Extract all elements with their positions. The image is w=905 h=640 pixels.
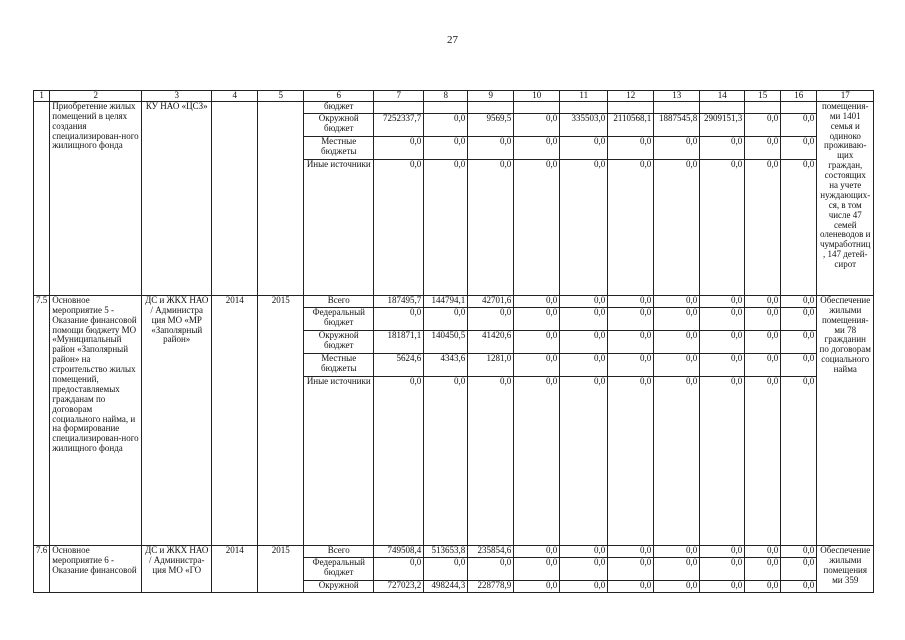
value-cell: 42701,6 — [468, 295, 514, 307]
funding-source-cell: Иные источники — [304, 376, 374, 545]
value-cell: 0,0 — [781, 307, 817, 330]
value-cell: 0,0 — [654, 307, 700, 330]
row-number-cell: 7.6 — [34, 545, 50, 592]
value-cell: 0,0 — [514, 159, 560, 295]
value-cell: 0,0 — [514, 330, 560, 353]
value-cell — [374, 101, 424, 113]
row-number-cell — [34, 101, 50, 295]
value-cell: 0,0 — [514, 136, 560, 159]
program-table — [33, 90, 874, 593]
value-cell: 0,0 — [745, 159, 781, 295]
value-cell: 0,0 — [424, 307, 468, 330]
value-cell: 0,0 — [745, 136, 781, 159]
executor-cell: ДС и ЖКХ НАО / Администра-ция МО «ГО — [142, 545, 212, 592]
value-cell: 0,0 — [745, 295, 781, 307]
header-cell: 5 — [258, 91, 304, 102]
value-cell: 0,0 — [514, 557, 560, 580]
value-cell: 0,0 — [654, 580, 700, 592]
end-year-cell: 2015 — [258, 545, 304, 592]
value-cell: 0,0 — [654, 136, 700, 159]
funding-source-cell: Федеральный бюджет — [304, 557, 374, 580]
value-cell: 0,0 — [608, 580, 654, 592]
value-cell: 0,0 — [608, 376, 654, 545]
value-cell: 0,0 — [560, 295, 608, 307]
value-cell: 0,0 — [781, 557, 817, 580]
value-cell: 0,0 — [700, 307, 745, 330]
value-cell: 0,0 — [608, 159, 654, 295]
value-cell: 0,0 — [560, 376, 608, 545]
value-cell: 0,0 — [700, 136, 745, 159]
value-cell: 0,0 — [468, 159, 514, 295]
start-year-cell: 2014 — [212, 545, 258, 592]
value-cell: 0,0 — [700, 580, 745, 592]
value-cell: 0,0 — [700, 545, 745, 557]
value-cell: 0,0 — [781, 136, 817, 159]
page-number: 27 — [447, 34, 458, 46]
value-cell: 0,0 — [654, 295, 700, 307]
end-year-cell — [258, 101, 304, 295]
header-cell: 11 — [560, 91, 608, 102]
value-cell: 0,0 — [654, 557, 700, 580]
header-cell: 7 — [374, 91, 424, 102]
start-year-cell — [212, 101, 258, 295]
value-cell: 0,0 — [374, 136, 424, 159]
value-cell: 0,0 — [781, 330, 817, 353]
value-cell: 0,0 — [700, 159, 745, 295]
value-cell: 0,0 — [608, 557, 654, 580]
value-cell — [654, 101, 700, 113]
value-cell: 0,0 — [514, 307, 560, 330]
value-cell: 2110568,1 — [608, 113, 654, 136]
value-cell: 0,0 — [608, 307, 654, 330]
header-cell: 1 — [34, 91, 50, 102]
value-cell: 0,0 — [745, 545, 781, 557]
value-cell: 0,0 — [560, 136, 608, 159]
activity-name-cell: Основное мероприятие 5 - Оказание финансовой помощи бюджету МО «Муниципальный район «Заполярный район» на строительство жилых помещений, предоставляемых гражданам по договорам социального найма, и на формирование специализирован-ного жилищного фонда — [50, 295, 142, 545]
value-cell: 0,0 — [608, 545, 654, 557]
header-cell: 10 — [514, 91, 560, 102]
value-cell: 0,0 — [608, 330, 654, 353]
value-cell: 0,0 — [654, 353, 700, 376]
value-cell: 4343,6 — [424, 353, 468, 376]
value-cell: 0,0 — [560, 307, 608, 330]
value-cell: 727023,2 — [374, 580, 424, 592]
value-cell: 0,0 — [560, 159, 608, 295]
value-cell: 498244,3 — [424, 580, 468, 592]
value-cell: 0,0 — [608, 353, 654, 376]
value-cell: 0,0 — [700, 353, 745, 376]
activity-name-cell: Приобретение жилых помещений в целях создания специализирован-ного жилищного фонда — [50, 101, 142, 295]
end-year-cell: 2015 — [258, 295, 304, 545]
value-cell: 0,0 — [781, 376, 817, 545]
value-cell: 0,0 — [654, 159, 700, 295]
value-cell: 0,0 — [781, 353, 817, 376]
funding-source-cell: Местные бюджеты — [304, 136, 374, 159]
value-cell: 235854,6 — [468, 545, 514, 557]
table-body — [34, 91, 874, 593]
value-cell: 0,0 — [424, 113, 468, 136]
header-cell: 13 — [654, 91, 700, 102]
value-cell: 0,0 — [608, 295, 654, 307]
header-cell: 16 — [781, 91, 817, 102]
result-cell: Обеспечение жилыми помещения-ми 78 гражданин по договорам социального найма — [817, 295, 874, 545]
value-cell: 0,0 — [745, 113, 781, 136]
table-row — [34, 545, 874, 557]
value-cell: 144794,1 — [424, 295, 468, 307]
row-number-cell: 7.5 — [34, 295, 50, 545]
value-cell: 0,0 — [654, 330, 700, 353]
value-cell: 1281,0 — [468, 353, 514, 376]
result-cell: Обеспечение жилыми помещения ми 359 — [817, 545, 874, 592]
value-cell: 0,0 — [560, 580, 608, 592]
funding-source-cell: Окружной — [304, 580, 374, 592]
header-cell: 14 — [700, 91, 745, 102]
value-cell: 5624,6 — [374, 353, 424, 376]
value-cell: 0,0 — [424, 136, 468, 159]
funding-source-cell: бюджет — [304, 101, 374, 113]
value-cell: 9569,5 — [468, 113, 514, 136]
table-row — [34, 101, 874, 113]
value-cell: 41420,6 — [468, 330, 514, 353]
value-cell: 0,0 — [560, 545, 608, 557]
value-cell: 0,0 — [745, 376, 781, 545]
value-cell: 0,0 — [560, 557, 608, 580]
value-cell: 749508,4 — [374, 545, 424, 557]
value-cell: 0,0 — [514, 580, 560, 592]
value-cell: 0,0 — [745, 307, 781, 330]
value-cell: 7252337,7 — [374, 113, 424, 136]
value-cell — [608, 101, 654, 113]
table-row — [34, 295, 874, 307]
value-cell: 0,0 — [424, 557, 468, 580]
header-cell: 8 — [424, 91, 468, 102]
value-cell: 0,0 — [745, 330, 781, 353]
header-cell: 15 — [745, 91, 781, 102]
funding-source-cell: Федеральный бюджет — [304, 307, 374, 330]
value-cell: 0,0 — [700, 557, 745, 580]
value-cell — [745, 101, 781, 113]
value-cell: 0,0 — [560, 330, 608, 353]
value-cell — [781, 101, 817, 113]
header-cell: 3 — [142, 91, 212, 102]
executor-cell: ДС и ЖКХ НАО / Администра ция МО «МР «Заполярный район» — [142, 295, 212, 545]
value-cell — [514, 101, 560, 113]
value-cell: 187495,7 — [374, 295, 424, 307]
value-cell: 0,0 — [745, 557, 781, 580]
value-cell: 0,0 — [374, 307, 424, 330]
value-cell — [560, 101, 608, 113]
value-cell: 0,0 — [700, 376, 745, 545]
value-cell: 0,0 — [781, 545, 817, 557]
value-cell: 0,0 — [560, 353, 608, 376]
header-cell: 9 — [468, 91, 514, 102]
header-cell: 17 — [817, 91, 874, 102]
value-cell: 0,0 — [700, 330, 745, 353]
value-cell: 0,0 — [468, 307, 514, 330]
value-cell: 0,0 — [781, 295, 817, 307]
value-cell: 0,0 — [608, 136, 654, 159]
value-cell: 0,0 — [468, 136, 514, 159]
value-cell: 0,0 — [374, 557, 424, 580]
funding-source-cell: Окружной бюджет — [304, 113, 374, 136]
value-cell: 0,0 — [654, 545, 700, 557]
header-cell: 2 — [50, 91, 142, 102]
header-cell: 6 — [304, 91, 374, 102]
value-cell — [468, 101, 514, 113]
value-cell: 0,0 — [700, 295, 745, 307]
value-cell: 0,0 — [424, 376, 468, 545]
value-cell: 0,0 — [514, 545, 560, 557]
value-cell: 0,0 — [781, 113, 817, 136]
value-cell — [700, 101, 745, 113]
value-cell: 1887545,8 — [654, 113, 700, 136]
value-cell: 0,0 — [424, 159, 468, 295]
value-cell: 228778,9 — [468, 580, 514, 592]
value-cell: 335503,0 — [560, 113, 608, 136]
value-cell: 0,0 — [781, 580, 817, 592]
value-cell: 0,0 — [374, 159, 424, 295]
funding-source-cell: Окружной бюджет — [304, 330, 374, 353]
value-cell: 0,0 — [468, 376, 514, 545]
executor-cell: КУ НАО «ЦСЗ» — [142, 101, 212, 295]
value-cell: 181871,1 — [374, 330, 424, 353]
value-cell: 0,0 — [781, 159, 817, 295]
value-cell: 140450,5 — [424, 330, 468, 353]
funding-source-cell: Всего — [304, 295, 374, 307]
start-year-cell: 2014 — [212, 295, 258, 545]
value-cell: 513653,8 — [424, 545, 468, 557]
value-cell: 0,0 — [374, 376, 424, 545]
value-cell: 0,0 — [745, 353, 781, 376]
value-cell — [424, 101, 468, 113]
value-cell: 0,0 — [745, 580, 781, 592]
funding-source-cell: Всего — [304, 545, 374, 557]
value-cell: 0,0 — [468, 557, 514, 580]
funding-source-cell: Местные бюджеты — [304, 353, 374, 376]
value-cell: 2909151,3 — [700, 113, 745, 136]
result-cell: помещения-ми 1401 семья и одиноко проживаю-щих граждан, состоящих на учете нуждающих-ся, в том числе 47 семей оленеводов и чумработниц , 147 детей-сирот — [817, 101, 874, 295]
value-cell: 0,0 — [514, 376, 560, 545]
header-cell: 4 — [212, 91, 258, 102]
value-cell: 0,0 — [514, 113, 560, 136]
value-cell: 0,0 — [514, 353, 560, 376]
activity-name-cell: Основное мероприятие 6 - Оказание финансовой — [50, 545, 142, 592]
header-cell: 12 — [608, 91, 654, 102]
value-cell: 0,0 — [654, 376, 700, 545]
header-row — [34, 91, 874, 102]
funding-source-cell: Иные источники — [304, 159, 374, 295]
value-cell: 0,0 — [514, 295, 560, 307]
